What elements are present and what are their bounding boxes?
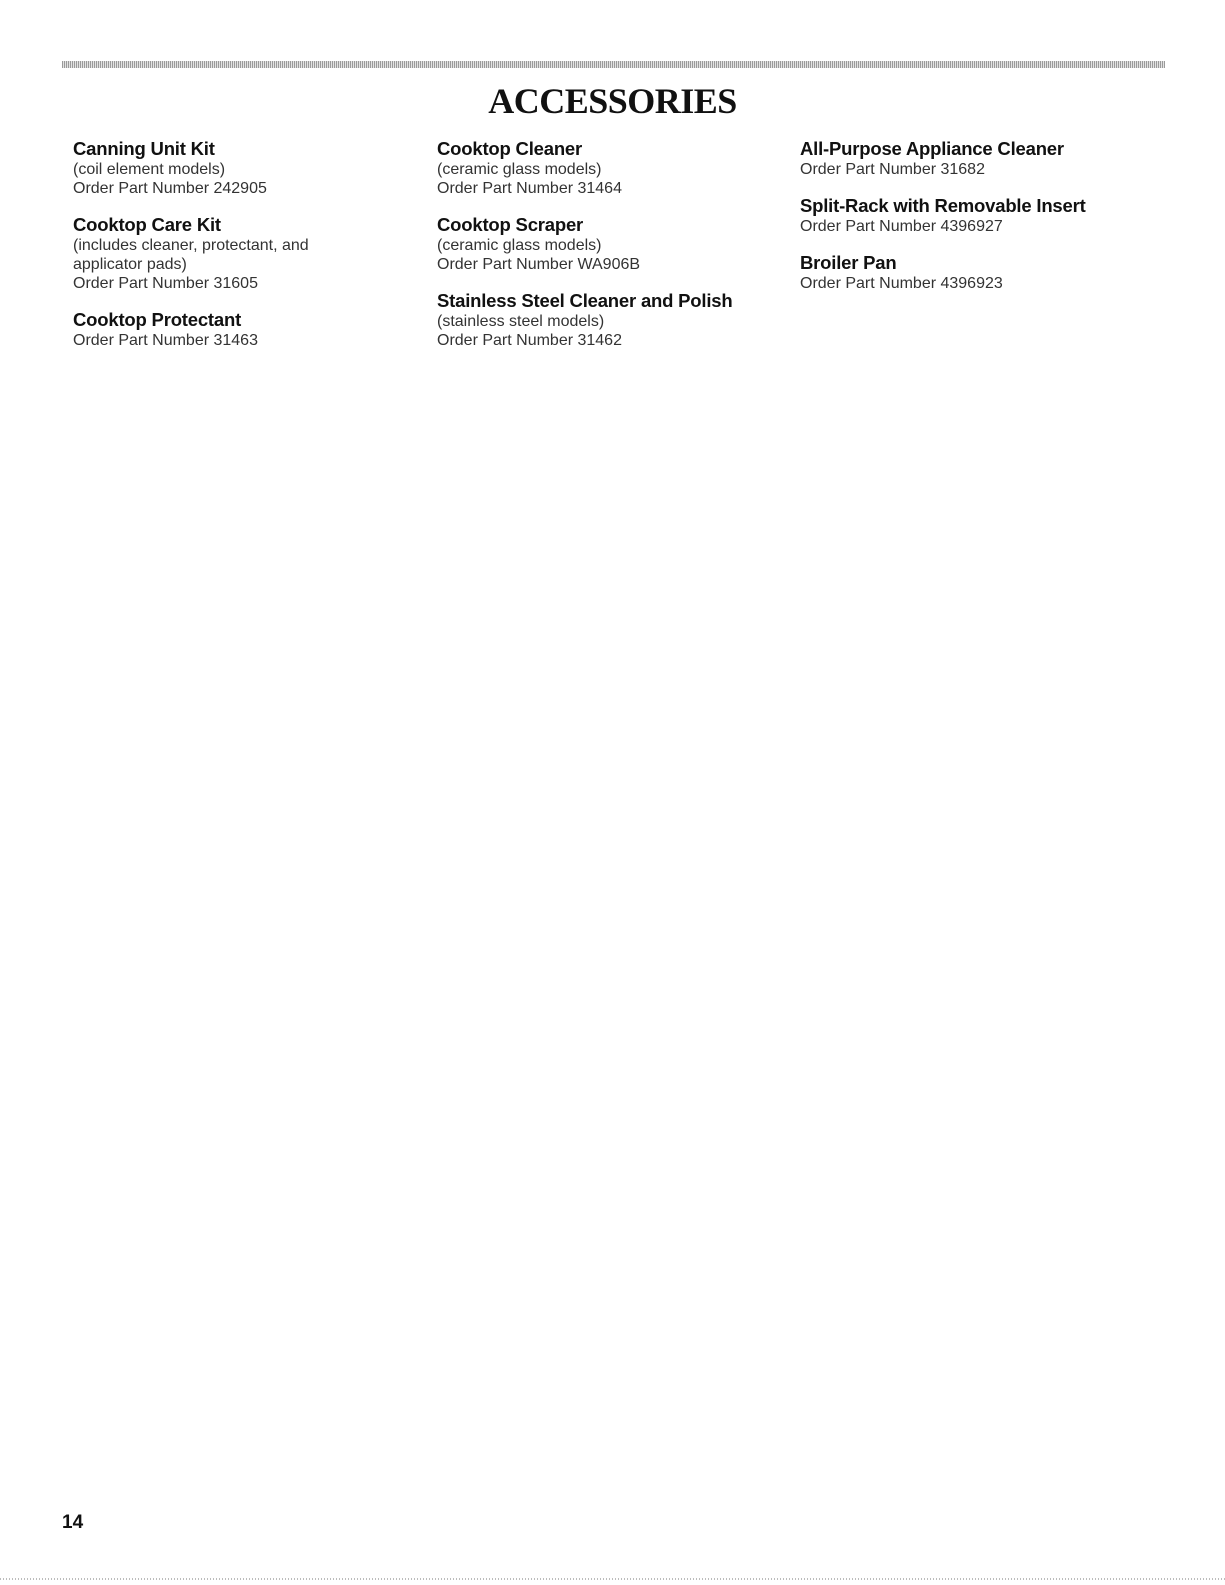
page-title: ACCESSORIES [488,81,737,121]
accessory-part-number: Order Part Number 242905 [73,180,267,197]
accessory-title: Canning Unit Kit [73,138,215,159]
page-number: 14 [62,1512,84,1533]
bottom-divider [0,1578,1225,1580]
accessory-note: (coil element models) [73,161,226,178]
top-divider [62,61,1165,68]
accessory-part-number: Order Part Number 31462 [437,332,622,349]
accessory-item [437,214,777,274]
accessory-item [437,290,777,350]
accessory-title: Cooktop Care Kit [73,214,221,235]
accessory-item [73,309,403,350]
accessory-title: Cooktop Cleaner [437,138,583,159]
accessory-part-number: Order Part Number 31463 [73,332,258,349]
accessory-item [800,252,1180,293]
accessory-title: Split-Rack with Removable Insert [800,195,1086,216]
accessory-title: All-Purpose Appliance Cleaner [800,138,1064,159]
accessory-item [800,195,1180,236]
accessory-title: Broiler Pan [800,252,897,273]
accessory-item [73,214,403,293]
accessory-title: Stainless Steel Cleaner and Polish [437,290,733,311]
accessory-item [73,138,403,198]
column-3 [800,138,1180,309]
column-2 [437,138,777,366]
column-1 [73,138,403,366]
accessory-part-number: Order Part Number 4396927 [800,218,1003,235]
accessory-note: applicator pads) [73,256,187,273]
accessory-note: (ceramic glass models) [437,161,602,178]
accessory-part-number: Order Part Number WA906B [437,256,641,273]
accessory-part-number: Order Part Number 31464 [437,180,622,197]
accessory-part-number: Order Part Number 31682 [800,161,985,178]
accessory-item [437,138,777,198]
accessory-note: (ceramic glass models) [437,237,602,254]
accessory-item [800,138,1180,179]
accessory-note: (includes cleaner, protectant, and [73,237,309,254]
accessory-note: (stainless steel models) [437,313,605,330]
accessory-title: Cooktop Protectant [73,309,242,330]
accessory-part-number: Order Part Number 31605 [73,275,258,292]
accessory-title: Cooktop Scraper [437,214,584,235]
accessory-part-number: Order Part Number 4396923 [800,275,1003,292]
